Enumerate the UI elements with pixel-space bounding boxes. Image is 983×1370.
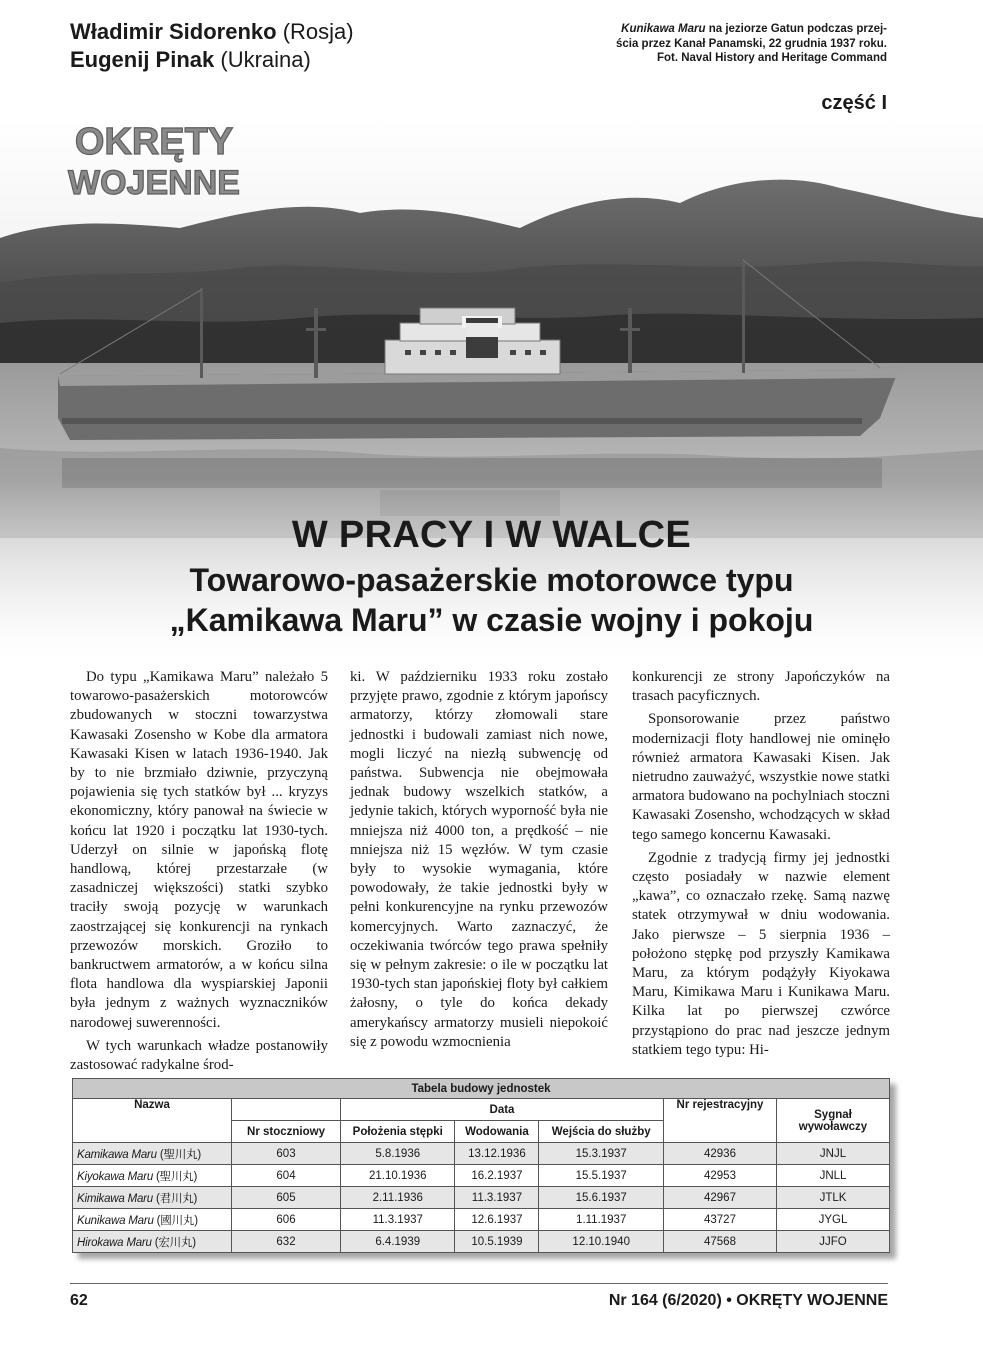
keel-date: 2.11.1936 bbox=[341, 1187, 455, 1209]
logo-graphic bbox=[68, 116, 240, 202]
table-row bbox=[73, 1143, 890, 1165]
article-title bbox=[0, 510, 983, 640]
registration-number: 43727 bbox=[664, 1209, 777, 1231]
table-row bbox=[73, 1209, 890, 1231]
paragraph: W tych warunkach władze postanowiły zastosować radykalne środ- bbox=[70, 1037, 328, 1074]
subtitle-line-1: Towarowo-pasażerskie motorowce typu bbox=[189, 562, 794, 598]
table-row bbox=[73, 1165, 890, 1187]
launch-date: 12.6.1937 bbox=[455, 1209, 539, 1231]
keel-date: 5.8.1936 bbox=[341, 1143, 455, 1165]
construction-table bbox=[72, 1078, 890, 1253]
header-keel: Położenia stępki bbox=[341, 1121, 455, 1143]
footer-rule bbox=[70, 1283, 888, 1284]
header-launch: Wodowania bbox=[455, 1121, 539, 1143]
paragraph: konkurencji ze strony Japończyków na trasach pacyficznych. bbox=[632, 669, 890, 705]
call-sign: JNLL bbox=[777, 1165, 890, 1187]
launch-date: 11.3.1937 bbox=[455, 1187, 539, 1209]
logo-line-1: OKRĘTY bbox=[74, 121, 234, 163]
service-date: 15.3.1937 bbox=[539, 1143, 664, 1165]
ship-name: Kamikawa Maru (聖川丸) bbox=[73, 1143, 232, 1165]
call-sign: JJFO bbox=[777, 1231, 890, 1253]
yard-number: 606 bbox=[232, 1209, 341, 1231]
yard-number: 632 bbox=[232, 1231, 341, 1253]
photo-caption: Kunikawa Maru na jeziorze Gatun podczas przej- ścia przez Kanał Panamski, 22 grudnia 1937 roku. Fot. Naval History and Heritage Command bbox=[615, 23, 887, 64]
table bbox=[72, 1078, 890, 1253]
ship-name: Hirokawa Maru (宏川丸) bbox=[73, 1231, 232, 1253]
header-service: Wejścia do służby bbox=[539, 1121, 664, 1143]
header-yard: Nr stoczniowy bbox=[232, 1121, 341, 1143]
keel-date: 6.4.1939 bbox=[341, 1231, 455, 1253]
ship-name: Kimikawa Maru (君川丸) bbox=[73, 1187, 232, 1209]
header-signal: Sygnał wywoławczy bbox=[777, 1099, 890, 1143]
service-date: 1.11.1937 bbox=[539, 1209, 664, 1231]
service-date: 15.5.1937 bbox=[539, 1165, 664, 1187]
header-reg: Nr rejestracyjny bbox=[664, 1099, 777, 1143]
call-sign: JTLK bbox=[777, 1187, 890, 1209]
paragraph: Do typu „Kamikawa Maru” należało 5 towarowo-pasażerskich motorowców zbudowanych w stoczni towarzystwa Kawasaki Zosensho w Kobe dla armatora Kawasaki Kisen w latach 1936-1940. Jak by to nie brzmiało dziwnie, przyczyną pojawienia się tych statków był ... kryzys ekonomiczny, który panował na świecie w końcu lat 1920 i początku lat 1930-tych. Uderzył on silnie w japońską flotę handlową, której przestarzałe (w zasadniczej większości) statki szybko traciły swoją pozycję w warunkach zaostrzającej się konkurencji na rynkach przewozów morskich. Groziło to bankructwem armatorów, a w końcu silna flota handlowa dla wyspiarskiej Japonii była jednym z ważnych wyznaczników narodowej suwerenności. bbox=[70, 669, 328, 1031]
registration-number: 42936 bbox=[664, 1143, 777, 1165]
keel-date: 11.3.1937 bbox=[341, 1209, 455, 1231]
paragraph: Zgodnie z tradycją firmy jej jednostki często posiadały w nazwie element „kawa”, co oznaczało rzekę. Samą nazwę statek otrzymywał w dniu wodowania. Jako pierwsze – 5 sierpnia 1936 – położono stępkę pod przyszły Kamikawa Maru, za którym podążyły Kiyokawa Maru, Kimikawa Maru i Kunikawa Maru. Kilka lat po pierwszej czwórce przystąpiono do prac nad jeszcze jednym statkiem tego typu: Hi- bbox=[632, 849, 890, 1058]
service-date: 15.6.1937 bbox=[539, 1187, 664, 1209]
magazine-logo bbox=[68, 116, 240, 202]
header-spacer bbox=[232, 1099, 341, 1121]
article-body bbox=[70, 668, 890, 1072]
call-sign: JYGL bbox=[777, 1209, 890, 1231]
issue-info: Nr 164 (6/2020) • OKRĘTY WOJENNE bbox=[608, 1292, 888, 1309]
registration-number: 47568 bbox=[664, 1231, 777, 1253]
ship-name: Kunikawa Maru (國川丸) bbox=[73, 1209, 232, 1231]
page-number: 62 bbox=[70, 1292, 88, 1309]
registration-number: 42967 bbox=[664, 1187, 777, 1209]
table-caption: Tabela budowy jednostek bbox=[73, 1079, 890, 1099]
authors bbox=[70, 18, 354, 74]
column-1 bbox=[70, 668, 328, 1075]
registration-number: 42953 bbox=[664, 1165, 777, 1187]
call-sign: JNJL bbox=[777, 1143, 890, 1165]
author-1: Władimir Sidorenko (Rosja) bbox=[70, 19, 354, 44]
yard-number: 604 bbox=[232, 1165, 341, 1187]
column-2 bbox=[350, 668, 608, 1052]
paragraph: Sponsorowanie przez państwo modernizacji floty handlowej nie ominęło również armatora Kawasaki Kisen. Jak nietrudno zauważyć, wszystkie nowe statki armatora budowano na pochylniach stoczni Kawasaki Zosensho, wchodzących w skład tego samego koncernu Kawasaki. bbox=[632, 711, 890, 843]
launch-date: 10.5.1939 bbox=[455, 1231, 539, 1253]
part-label: część I bbox=[821, 92, 887, 114]
launch-date: 16.2.1937 bbox=[455, 1165, 539, 1187]
header-data: Data bbox=[341, 1099, 664, 1121]
launch-date: 13.12.1936 bbox=[455, 1143, 539, 1165]
main-title: W PRACY I W WALCE bbox=[291, 514, 692, 556]
subtitle-line-2: „Kamikawa Maru” w czasie wojny i pokoju bbox=[169, 602, 814, 638]
service-date: 12.10.1940 bbox=[539, 1231, 664, 1253]
keel-date: 21.10.1936 bbox=[341, 1165, 455, 1187]
column-3 bbox=[632, 668, 890, 1060]
table-row bbox=[73, 1231, 890, 1253]
ship-name: Kiyokawa Maru (聖川丸) bbox=[73, 1165, 232, 1187]
header-name: Nazwa bbox=[73, 1099, 232, 1143]
paragraph: ki. W październiku 1933 roku zostało przyjęte prawo, zgodnie z którym japońscy armatorzy, którzy złomowali stare jednostki i budowali zamiast nich nowe, mogli liczyć na niezłą subwencję od państwa. Subwencja nie obejmowała jednak budowy wszelkich statków, a jedynie takich, których wyporność była nie mniejsza niż 4000 ton, a prędkość – nie mniejsza niż 15 węzłów. W tym czasie były to wysokie wymagania, które powodowały, że takie jednostki były w pełni konkurencyjne na rynku przewozów komercyjnych. Warto zaznaczyć, że oczekiwania twórców tego prawa spełniły się w pełnym zakresie: o ile w początku lat 1930-tych stan japońskiej floty był całkiem żałosny, o tyle do końca dekady amerykańscy armatorzy musieli niepokoić się z powodu wzmocnienia bbox=[350, 669, 608, 1050]
yard-number: 603 bbox=[232, 1143, 341, 1165]
yard-number: 605 bbox=[232, 1187, 341, 1209]
author-2: Eugenij Pinak (Ukraina) bbox=[70, 47, 311, 72]
logo-line-2: WOJENNE bbox=[68, 164, 240, 202]
table-row bbox=[73, 1187, 890, 1209]
